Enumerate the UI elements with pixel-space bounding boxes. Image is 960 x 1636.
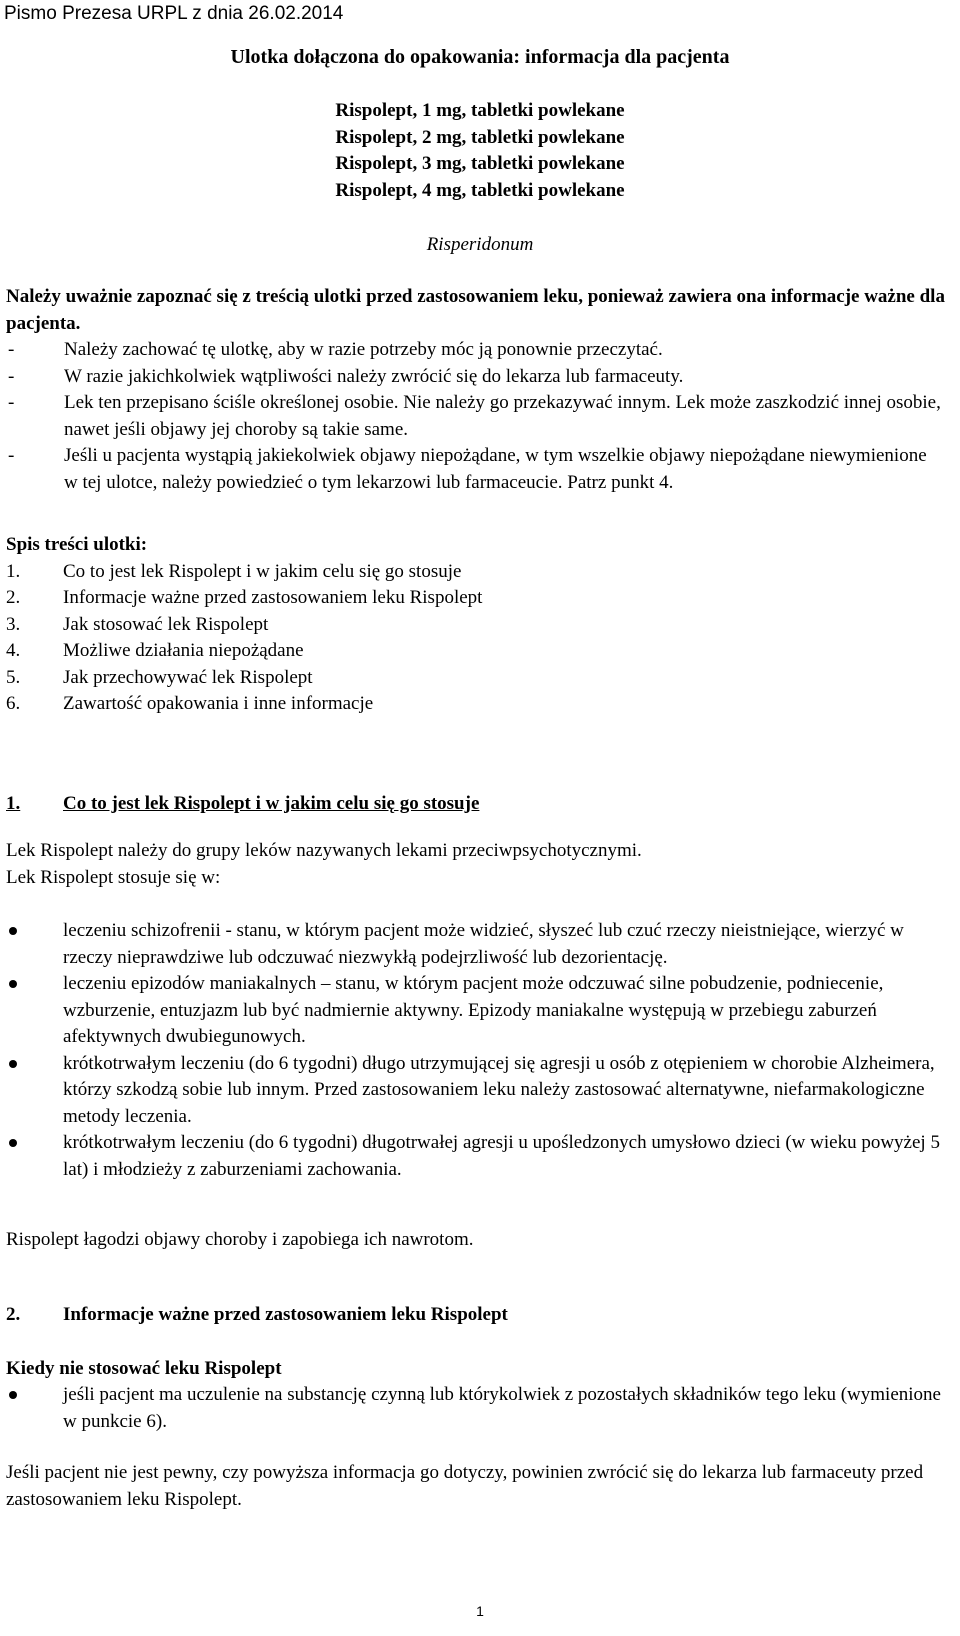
- page-number: 1: [476, 1603, 484, 1619]
- section-2-bullets: [6, 1382, 946, 1435]
- section-1-heading: [6, 791, 479, 818]
- bullet-marker: [6, 971, 63, 1051]
- section-title: Informacje ważne przed zastosowaniem leku Rispolept: [63, 1304, 508, 1325]
- toc-item: [6, 665, 906, 692]
- bullet-item: [6, 1130, 946, 1183]
- toc-text: Zawartość opakowania i inne informacje: [63, 693, 374, 714]
- active-substance: Risperidonum: [426, 234, 534, 255]
- list-item: [8, 390, 943, 443]
- subheading: Kiedy nie stosować leku Rispolept: [6, 1358, 282, 1379]
- bullet-marker: [6, 918, 63, 971]
- toc-heading: Spis treści ulotki:: [6, 534, 148, 555]
- list-item: [8, 337, 943, 364]
- section-2-closing: Jeśli pacjent nie jest pewny, czy powyższa informacja go dotyczy, powinien zwrócić się do lekarza lub farmaceuty przed zastosowaniem leku Rispolept.: [6, 1462, 924, 1510]
- toc-text: Informacje ważne przed zastosowaniem leku Rispolept: [63, 587, 483, 608]
- section-number: 1.: [6, 793, 21, 814]
- bullet-text: leczeniu epizodów maniakalnych – stanu, w którym pacjent może odczuwać silne pobudzenie, podniecenie, wzburzenie, entuzjazm lub być nadmiernie aktywny. Epizody maniakalne występują w przebiegu zaburzeń afektywnych dwubiegunowych.: [63, 973, 884, 1047]
- bullet-text: jeśli pacjent ma uczulenie na substancję czynną lub którykolwiek z pozostałych składników tego leku (wymienione w punkcie 6).: [63, 1384, 941, 1432]
- section-1-closing: Rispolept łagodzi objawy choroby i zapobiega ich nawrotom.: [6, 1229, 474, 1250]
- toc-text: Jak stosować lek Rispolept: [63, 613, 269, 635]
- bullet-item: [6, 1051, 946, 1131]
- toc-number: 4.: [6, 640, 21, 661]
- bullet-marker: [6, 1130, 63, 1183]
- toc-item: [6, 612, 906, 639]
- list-item: [8, 443, 943, 496]
- section-2-heading: [6, 1302, 508, 1329]
- product-name: Rispolept, 1 mg, tabletki powlekane: [335, 100, 625, 121]
- list-item-text: W razie jakichkolwiek wątpliwości należy zwrócić się do lekarza lub farmaceuty.: [64, 365, 684, 387]
- toc-number: 3.: [6, 613, 21, 635]
- bullet-marker: [6, 1051, 63, 1131]
- toc-number: 5.: [6, 666, 21, 688]
- toc-number: 6.: [6, 693, 21, 714]
- bullet-text: krótkotrwałym leczeniu (do 6 tygodni) długo utrzymującej się agresji u osób z otępieniem w chorobie Alzheimera, którzy szkodzą sobie lub innym. Przed zastosowaniem leku należy zastosować alternatywne, niefarmakologiczne metody leczenia.: [63, 1052, 935, 1127]
- dash-marker: -: [8, 392, 15, 413]
- toc-number: 1.: [6, 560, 21, 582]
- product-name: Rispolept, 3 mg, tabletki powlekane: [335, 153, 625, 174]
- list-item-text: Lek ten przepisano ściśle określonej osobie. Nie należy go przekazywać innym. Lek może zaszkodzić innej osobie, nawet jeśli objawy jej choroby są takie same.: [64, 392, 941, 440]
- paragraph: Lek Rispolept należy do grupy leków nazywanych lekami przeciwpsychotycznymi.: [6, 840, 642, 861]
- bullet-item: [6, 918, 946, 971]
- header-line: Pismo Prezesa URPL z dnia 26.02.2014: [4, 3, 344, 24]
- list-item-text: Jeśli u pacjenta wystąpią jakiekolwiek objawy niepożądane, w tym wszelkie objawy niepożądane niewymienione w tej ulotce, należy powiedzieć o tym lekarzowi lub farmaceucie. Patrz punkt 4.: [64, 445, 927, 493]
- paragraph: Lek Rispolept stosuje się w:: [6, 866, 221, 888]
- toc-item: [6, 638, 906, 665]
- toc-number: 2.: [6, 587, 21, 608]
- list-item-text: Należy zachować tę ulotkę, aby w razie potrzeby móc ją ponownie przeczytać.: [64, 339, 663, 360]
- section-1-intro: [6, 838, 946, 891]
- dash-marker: -: [8, 445, 15, 466]
- section-number: 2.: [6, 1304, 21, 1325]
- bullet-text: leczeniu schizofrenii - stanu, w którym pacjent może widzieć, słyszeć lub czuć rzeczy nieistniejące, wierzyć w rzeczy nieprawdziwe lub odczuwać niezwykłą podejrzliwość lub dezorientację.: [63, 920, 904, 968]
- bullet-marker: [6, 1382, 63, 1435]
- toc-text: Co to jest lek Rispolept i w jakim celu się go stosuje: [63, 560, 462, 582]
- bullet-text: krótkotrwałym leczeniu (do 6 tygodni) długotrwałej agresji u upośledzonych umysłowo dzieci (w wieku powyżej 5 lat) i młodzieży z zaburzeniami zachowania.: [63, 1132, 940, 1180]
- product-name: Rispolept, 4 mg, tabletki powlekane: [335, 179, 625, 201]
- product-names: [0, 98, 960, 204]
- toc-item: [6, 585, 906, 612]
- toc-text: Jak przechowywać lek Rispolept: [63, 666, 313, 688]
- dash-marker: -: [8, 365, 15, 387]
- table-of-contents: [6, 532, 906, 718]
- warning-paragraph: Należy uważnie zapoznać się z treścią ulotki przed zastosowaniem leku, ponieważ zawiera ona informacje ważne dla pacjenta.: [6, 286, 945, 334]
- list-item: [8, 364, 943, 391]
- section-title: Co to jest lek Rispolept i w jakim celu się go stosuje: [63, 793, 480, 814]
- dash-marker: -: [8, 339, 15, 360]
- section-1-bullets: [6, 918, 946, 1183]
- product-name: Rispolept, 2 mg, tabletki powlekane: [335, 126, 625, 148]
- bullet-item: [6, 1382, 946, 1435]
- leaflet-title: Ulotka dołączona do opakowania: informacja dla pacjenta: [230, 46, 730, 68]
- toc-item: [6, 691, 906, 718]
- bullet-item: [6, 971, 946, 1051]
- toc-text: Możliwe działania niepożądane: [63, 640, 304, 661]
- dash-list: [8, 337, 943, 496]
- toc-item: [6, 559, 906, 586]
